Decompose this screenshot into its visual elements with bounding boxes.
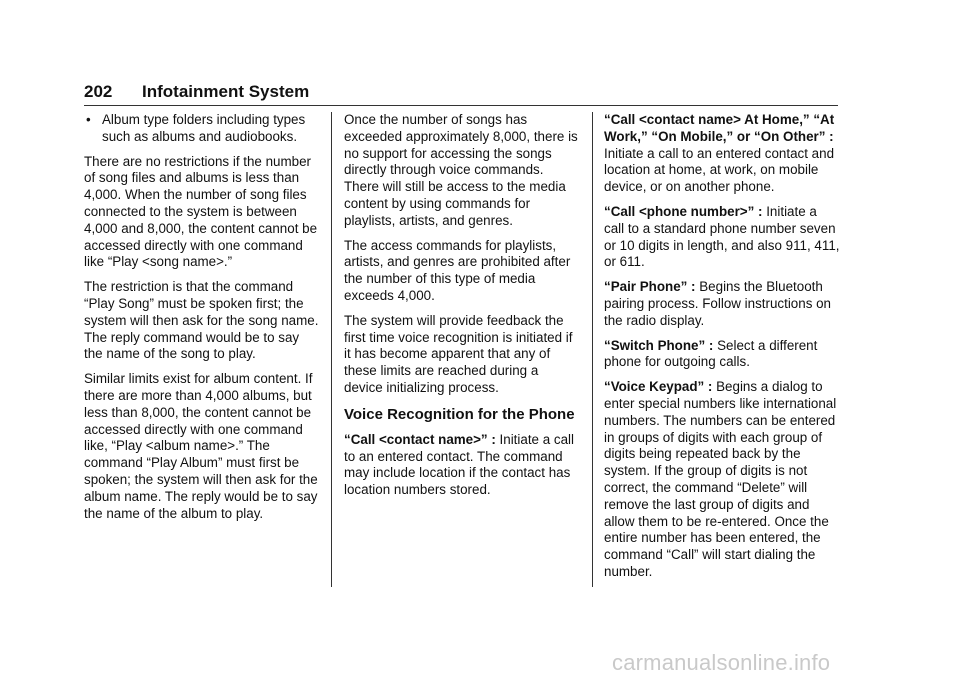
column-3 [604, 112, 840, 589]
paragraph: Once the number of songs has exceeded approximately 8,000, there is no support for accessing the songs directly through voice commands. There will still be access to the media content by using commands for playlists, artists, and genres. [344, 112, 578, 228]
column-2 [344, 112, 580, 507]
header-rule [84, 105, 838, 106]
page-number: 202 [84, 82, 113, 101]
command-term: “Call <contact name>” : [344, 431, 496, 447]
section-title: Infotainment System [142, 82, 310, 101]
section-heading: Voice Recognition for the Phone [344, 405, 575, 423]
column-divider [592, 112, 593, 587]
paragraph: The restriction is that the command “Play Song” must be spoken first; the system will then ask for the song name. The reply command would be to say the name of the song to play. [84, 279, 319, 362]
command-term: “Pair Phone” : [604, 279, 696, 295]
command-entry [604, 204, 840, 271]
command-term: “Call <contact name> At Home,” “At Work,” “On Mobile,” or “On Other” : [604, 112, 835, 144]
bullet-marker: • [86, 112, 91, 127]
command-description: Select a different phone for outgoing calls. [604, 337, 818, 370]
command-entry [604, 112, 840, 196]
command-description: Begins the Bluetooth pairing process. Follow instructions on the radio display. [604, 279, 832, 328]
paragraph: The system will provide feedback the first time voice recognition is initiated if it has become apparent that any of these limits are reached during a device initializing process. [344, 312, 573, 395]
command-entry [604, 379, 840, 581]
command-term: “Voice Keypad” : [604, 379, 713, 395]
command-description: Initiate a call to a standard phone number seven or 10 digits in length, and also 911, 411, or 611. [604, 203, 840, 270]
list-item [84, 112, 320, 146]
bullet-text: Album type folders including types such as albums and audiobooks. [102, 112, 306, 144]
command-entry [604, 338, 840, 372]
command-description: Begins a dialog to enter special numbers like international numbers. The numbers can be entered in groups of digits with each group of digits being repeated back by the system. If the group of digits is not correct, the command “Delete” will remove the last group of digits and allow them to be re-entered. Once the entire number has been entered, the command “Call” will start dialing the number. [604, 379, 837, 579]
paragraph: Similar limits exist for album content. If there are more than 4,000 albums, but less than 8,000, the content cannot be accessed directly with one command like, “Play <album name>.” The command “Play Album” must first be spoken; the system will then ask for the album name. The reply would be to say the name of the album to play. [84, 371, 318, 521]
command-description: Initiate a call to an entered contact and location at home, at work, on mobile device, or on another phone. [604, 145, 835, 195]
command-term: “Switch Phone” : [604, 337, 714, 353]
paragraph: There are no restrictions if the number of song files and albums is less than 4,000. When the number of song files connected to the system is between 4,000 and 8,000, the content cannot be accessed directly with one command like “Play <song name>.” [84, 153, 318, 270]
paragraph: The access commands for playlists, artists, and genres are prohibited after the number of this type of media exceeds 4,000. [344, 237, 571, 303]
column-1 [84, 112, 320, 530]
watermark: carmanualsonline.info [612, 650, 831, 675]
command-entry [604, 279, 840, 329]
command-description: Initiate a call to an entered contact. The command may include location if the contact has location numbers stored. [344, 431, 574, 498]
command-term: “Call <phone number>” : [604, 203, 763, 219]
column-divider [331, 112, 332, 587]
page-header [84, 82, 309, 102]
command-entry [344, 432, 580, 499]
